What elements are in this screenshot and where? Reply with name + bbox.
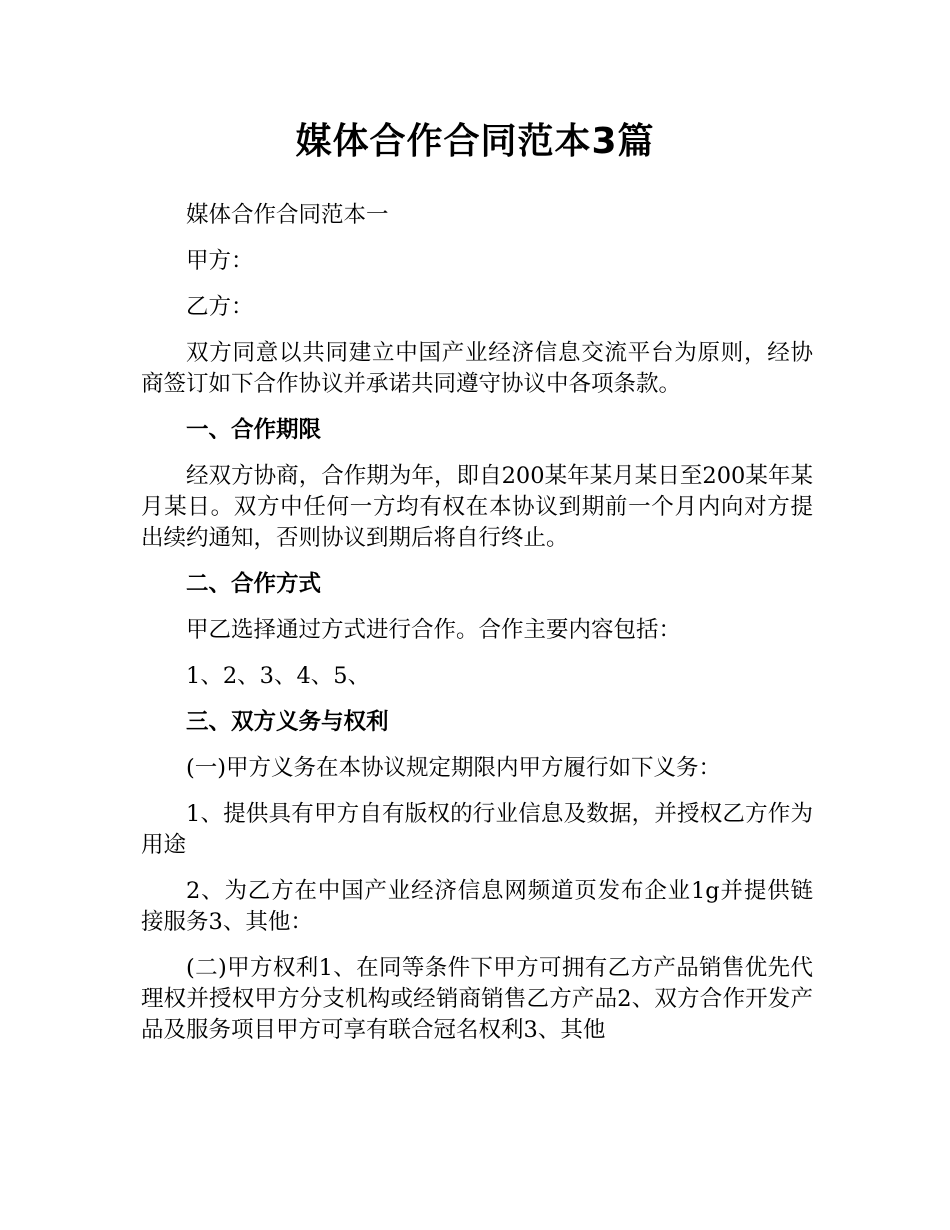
paragraph-party-b: 乙方： <box>186 294 254 320</box>
paragraph-obligation-1: 1、提供具有甲方自有版权的行业信息及数据，并授权乙方作为用途 <box>141 801 813 858</box>
paragraph-method-list: 1、2、3、4、5、 <box>186 663 371 689</box>
section-heading-method: 二、合作方式 <box>186 571 322 597</box>
paragraph-term: 经双方协商，合作期为年，即自200某年某月某日至200某年某月某日。双方中任何一方均有权在本协议到期前一个月内向对方提出续约通知，否则协议到期后将自行终止。 <box>141 463 813 551</box>
section-heading-term: 一、合作期限 <box>186 417 322 443</box>
paragraph-obligation-2: 2、为乙方在中国产业经济信息网频道页发布企业1g并提供链接服务3、其他： <box>141 878 813 935</box>
document-body <box>141 200 813 1061</box>
paragraph-subtitle: 媒体合作合同范本一 <box>186 202 389 228</box>
paragraph-party-a-obligations: (一)甲方义务在本协议规定期限内甲方履行如下义务： <box>186 755 722 781</box>
paragraph-party-a: 甲方： <box>186 248 254 274</box>
paragraph-party-a-rights: (二)甲方权利1、在同等条件下甲方可拥有乙方产品销售优先代理权并授权甲方分支机构或经销商销售乙方产品2、双方合作开发产品及服务项目甲方可享有联合冠名权利3、其他 <box>141 955 813 1043</box>
document-title: 媒体合作合同范本3篇 <box>295 121 655 162</box>
section-heading-obligations: 三、双方义务与权利 <box>186 709 389 735</box>
paragraph-intro: 双方同意以共同建立中国产业经济信息交流平台为原则，经协商签订如下合作协议并承诺共同遵守协议中各项条款。 <box>141 340 813 397</box>
paragraph-method: 甲乙选择通过方式进行合作。合作主要内容包括： <box>186 617 682 643</box>
